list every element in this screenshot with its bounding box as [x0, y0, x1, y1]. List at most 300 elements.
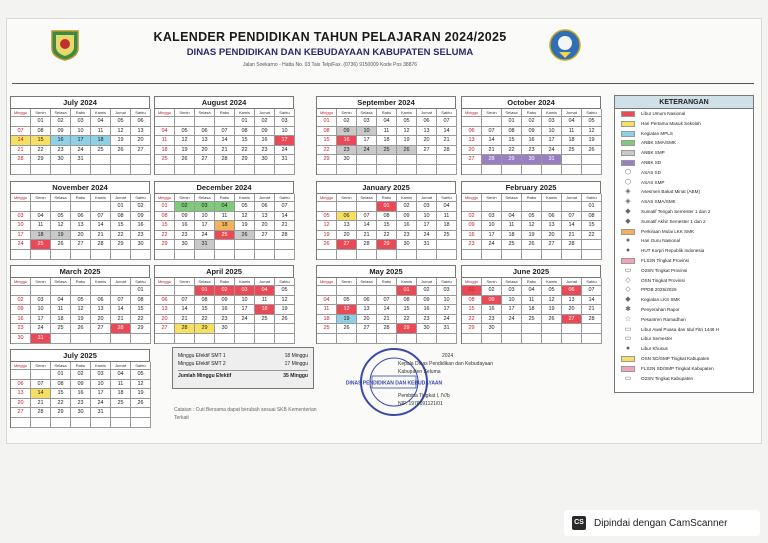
empty-day-cell [417, 155, 437, 165]
day-cell: 08 [235, 127, 255, 137]
empty-day-cell [31, 202, 51, 212]
empty-day-cell [377, 334, 397, 344]
day-cell: 06 [357, 296, 377, 306]
day-cell: 05 [235, 202, 255, 212]
weekday-header: Sabtu [582, 109, 602, 117]
signature-title: Kepala Dinas Pendidikan dan Kebudayaan [398, 361, 494, 367]
day-cell: 26 [317, 240, 337, 250]
day-cell: 15 [462, 305, 482, 315]
empty-day-cell [317, 334, 337, 344]
day-cell: 09 [11, 305, 31, 315]
day-cell: 09 [175, 212, 195, 222]
weekday-header: Senin [175, 278, 195, 286]
weekday-header: Jumat [417, 278, 437, 286]
day-cell: 08 [377, 212, 397, 222]
day-cell: 23 [522, 146, 542, 156]
day-cell: 11 [255, 296, 275, 306]
empty-day-cell [215, 334, 235, 344]
empty-day-cell [337, 202, 357, 212]
day-cell: 02 [51, 117, 71, 127]
day-cell: 12 [275, 296, 295, 306]
weekday-header: Sabtu [275, 194, 295, 202]
weekday-header: Senin [31, 278, 51, 286]
day-cell: 14 [111, 305, 131, 315]
month-title: May 2025 [316, 265, 456, 277]
day-cell: 21 [377, 315, 397, 325]
weekday-header: Senin [482, 109, 502, 117]
day-cell: 14 [562, 221, 582, 231]
weekday-header: Jumat [255, 278, 275, 286]
empty-day-cell [215, 117, 235, 127]
day-cell: 11 [51, 305, 71, 315]
empty-day-cell [175, 117, 195, 127]
day-cell: 05 [71, 296, 91, 306]
month-grid [461, 193, 601, 260]
legend-symbol-icon: ▭ [624, 335, 632, 343]
empty-day-cell [462, 250, 482, 260]
weekday-header: Sabtu [275, 278, 295, 286]
day-cell: 07 [582, 286, 602, 296]
empty-day-cell [317, 202, 337, 212]
day-cell: 02 [522, 117, 542, 127]
day-cell: 12 [235, 212, 255, 222]
empty-day-cell [462, 334, 482, 344]
empty-day-cell [131, 250, 151, 260]
weekday-header: Jumat [417, 109, 437, 117]
day-cell: 22 [582, 231, 602, 241]
day-cell: 08 [582, 212, 602, 222]
empty-day-cell [235, 334, 255, 344]
total-row [178, 370, 308, 380]
day-cell: 29 [195, 324, 215, 334]
day-cell: 25 [91, 146, 111, 156]
office-address: Jalan Soekarno - Hatta No. 03 Tais Telp/Fax. (0736) 9150009 Kode Pos 38876 [242, 62, 418, 68]
day-cell: 21 [357, 231, 377, 241]
day-cell: 29 [397, 324, 417, 334]
weekday-header: Senin [337, 194, 357, 202]
day-cell: 26 [582, 146, 602, 156]
day-cell: 26 [397, 146, 417, 156]
empty-day-cell [235, 324, 255, 334]
day-cell: 16 [51, 136, 71, 146]
legend-label: Hari Guru Nasional [641, 238, 681, 244]
smt1-row [178, 352, 308, 360]
day-cell: 26 [111, 146, 131, 156]
day-cell: 16 [71, 389, 91, 399]
weekday-header: Senin [31, 194, 51, 202]
day-cell: 03 [542, 117, 562, 127]
legend-item [615, 197, 753, 207]
empty-day-cell [437, 165, 457, 175]
weekday-header: Rabu [71, 278, 91, 286]
empty-day-cell [255, 165, 275, 175]
weekday-header: Rabu [215, 194, 235, 202]
day-cell: 09 [131, 212, 151, 222]
legend-symbol-icon: ● [625, 345, 631, 353]
day-cell: 14 [175, 305, 195, 315]
day-cell: 31 [542, 155, 562, 165]
day-cell: 21 [11, 146, 31, 156]
day-cell: 14 [482, 136, 502, 146]
weekday-header: Minggu [155, 278, 175, 286]
footnote-line-1: Catatan : Cuti Bersama dapat berubah sesuai SKB Kementerian [174, 407, 317, 413]
day-cell: 25 [111, 399, 131, 409]
day-cell: 01 [397, 286, 417, 296]
legend-symbol-icon: ● [625, 237, 631, 245]
empty-day-cell [91, 334, 111, 344]
footnote [174, 406, 354, 422]
month-calendar [461, 181, 601, 260]
empty-day-cell [255, 250, 275, 260]
month-calendar [10, 96, 150, 175]
legend-item [615, 187, 753, 197]
empty-day-cell [51, 250, 71, 260]
month-title: April 2025 [154, 265, 294, 277]
month-title: February 2025 [461, 181, 601, 193]
day-cell: 24 [357, 146, 377, 156]
day-cell: 03 [195, 202, 215, 212]
empty-day-cell [11, 286, 31, 296]
day-cell: 26 [542, 315, 562, 325]
day-cell: 18 [31, 231, 51, 241]
day-cell: 07 [562, 212, 582, 222]
day-cell: 27 [562, 315, 582, 325]
day-cell: 28 [31, 408, 51, 418]
legend-label: O2SN Tingkat Kabupaten [641, 375, 694, 381]
day-cell: 15 [502, 136, 522, 146]
empty-day-cell [275, 334, 295, 344]
legend-label: OSN Tingkat Provinsi [641, 277, 685, 283]
day-cell: 09 [522, 127, 542, 137]
weekday-header: Selasa [502, 109, 522, 117]
day-cell: 25 [522, 315, 542, 325]
day-cell: 05 [582, 117, 602, 127]
empty-day-cell [31, 165, 51, 175]
weekday-header: Sabtu [131, 278, 151, 286]
day-cell: 26 [131, 399, 151, 409]
day-cell: 22 [317, 146, 337, 156]
day-cell: 14 [31, 389, 51, 399]
day-cell: 04 [255, 286, 275, 296]
legend-symbol-icon: ☆ [624, 315, 632, 323]
day-cell: 18 [215, 221, 235, 231]
empty-day-cell [11, 370, 31, 380]
empty-day-cell [582, 165, 602, 175]
day-cell: 18 [562, 136, 582, 146]
day-cell: 23 [175, 231, 195, 241]
seluma-regency-logo-icon [48, 28, 82, 62]
weekday-header: Sabtu [437, 194, 457, 202]
weekday-header: Kamis [397, 278, 417, 286]
empty-day-cell [502, 324, 522, 334]
day-cell: 05 [397, 117, 417, 127]
empty-day-cell [11, 418, 31, 428]
day-cell: 01 [377, 202, 397, 212]
empty-day-cell [11, 202, 31, 212]
empty-day-cell [175, 165, 195, 175]
month-title: July 2024 [10, 96, 150, 108]
day-cell: 27 [255, 231, 275, 241]
day-cell: 07 [215, 127, 235, 137]
weekday-header: Jumat [111, 362, 131, 370]
month-grid [461, 108, 601, 175]
day-cell: 20 [255, 221, 275, 231]
empty-day-cell [482, 334, 502, 344]
day-cell: 27 [462, 155, 482, 165]
day-cell: 01 [155, 202, 175, 212]
empty-day-cell [71, 250, 91, 260]
day-cell: 01 [31, 117, 51, 127]
legend-symbol-icon: ◆ [625, 296, 631, 304]
day-cell: 22 [195, 315, 215, 325]
legend-label: ANBK SD [641, 159, 662, 165]
day-cell: 11 [502, 221, 522, 231]
day-cell: 16 [462, 231, 482, 241]
month-grid [10, 108, 150, 175]
month-grid [316, 193, 456, 260]
empty-day-cell [437, 155, 457, 165]
empty-day-cell [562, 202, 582, 212]
day-cell: 13 [195, 136, 215, 146]
day-cell: 02 [397, 202, 417, 212]
empty-day-cell [91, 155, 111, 165]
weekday-header: Minggu [155, 109, 175, 117]
day-cell: 18 [522, 305, 542, 315]
empty-day-cell [417, 334, 437, 344]
empty-day-cell [51, 165, 71, 175]
day-cell: 17 [91, 389, 111, 399]
empty-day-cell [357, 250, 377, 260]
day-cell: 05 [522, 212, 542, 222]
signature-nip: NIP. 1970091121/01 [398, 401, 443, 407]
day-cell: 09 [482, 296, 502, 306]
empty-day-cell [377, 286, 397, 296]
day-cell: 30 [175, 240, 195, 250]
day-cell: 14 [91, 221, 111, 231]
day-cell: 29 [377, 240, 397, 250]
day-cell: 08 [131, 296, 151, 306]
day-cell: 13 [11, 389, 31, 399]
weekday-header: Kamis [397, 109, 417, 117]
empty-day-cell [111, 165, 131, 175]
day-cell: 17 [31, 315, 51, 325]
empty-day-cell [462, 165, 482, 175]
day-cell: 10 [542, 127, 562, 137]
legend-label: HUT Korpri Republik Indonesia [641, 248, 705, 254]
smt1-label: Minggu Efektif SMT 1 [178, 353, 226, 359]
legend-item [615, 344, 753, 354]
empty-day-cell [337, 334, 357, 344]
day-cell: 26 [51, 240, 71, 250]
legend-item [615, 158, 753, 168]
day-cell: 12 [51, 221, 71, 231]
day-cell: 16 [417, 305, 437, 315]
day-cell: 14 [357, 221, 377, 231]
month-grid [316, 108, 456, 175]
month-title: November 2024 [10, 181, 150, 193]
day-cell: 08 [31, 127, 51, 137]
day-cell: 19 [275, 305, 295, 315]
weekday-header: Senin [337, 278, 357, 286]
weekday-header: Minggu [11, 109, 31, 117]
smt2-value: 17 Minggu [284, 361, 308, 367]
legend-item [615, 178, 753, 188]
legend-item [615, 246, 753, 256]
day-cell: 03 [275, 117, 295, 127]
day-cell: 15 [397, 305, 417, 315]
day-cell: 01 [462, 286, 482, 296]
empty-day-cell [31, 418, 51, 428]
legend-swatch [621, 121, 635, 127]
day-cell: 16 [397, 221, 417, 231]
month-calendar [316, 265, 456, 344]
weekday-header: Selasa [195, 278, 215, 286]
day-cell: 05 [337, 296, 357, 306]
day-cell: 30 [397, 240, 417, 250]
day-cell: 19 [71, 315, 91, 325]
day-cell: 02 [215, 286, 235, 296]
legend-label: O2SN Tingkat Provinsi [641, 267, 688, 273]
empty-day-cell [155, 117, 175, 127]
day-cell: 14 [11, 136, 31, 146]
weekday-header: Senin [31, 362, 51, 370]
day-cell: 10 [31, 305, 51, 315]
empty-day-cell [255, 334, 275, 344]
weekday-header: Jumat [417, 194, 437, 202]
month-grid [316, 277, 456, 344]
day-cell: 29 [235, 155, 255, 165]
empty-day-cell [357, 155, 377, 165]
day-cell: 01 [51, 370, 71, 380]
month-title: September 2024 [316, 96, 456, 108]
day-cell: 07 [377, 296, 397, 306]
day-cell: 06 [562, 286, 582, 296]
day-cell: 18 [255, 305, 275, 315]
day-cell: 05 [131, 370, 151, 380]
day-cell: 20 [417, 136, 437, 146]
empty-day-cell [71, 202, 91, 212]
day-cell: 06 [255, 202, 275, 212]
empty-day-cell [562, 155, 582, 165]
empty-day-cell [131, 165, 151, 175]
empty-day-cell [195, 165, 215, 175]
camscanner-badge [564, 510, 760, 536]
day-cell: 10 [91, 380, 111, 390]
weekday-header: Jumat [562, 278, 582, 286]
weekday-header: Rabu [377, 194, 397, 202]
day-cell: 12 [522, 221, 542, 231]
legend-symbol-icon: ▭ [624, 266, 632, 274]
day-cell: 31 [275, 155, 295, 165]
weekday-header: Jumat [111, 278, 131, 286]
day-cell: 22 [377, 231, 397, 241]
day-cell: 02 [255, 117, 275, 127]
legend-label: Sumatif Tengah Semester 1 dan 2 [641, 208, 711, 214]
day-cell: 20 [155, 315, 175, 325]
day-cell: 28 [215, 155, 235, 165]
weekday-header: Rabu [377, 278, 397, 286]
day-cell: 29 [317, 155, 337, 165]
empty-day-cell [562, 250, 582, 260]
day-cell: 18 [111, 389, 131, 399]
day-cell: 10 [11, 221, 31, 231]
day-cell: 17 [195, 221, 215, 231]
day-cell: 17 [235, 305, 255, 315]
legend-symbol-icon: ◈ [625, 188, 631, 196]
day-cell: 11 [91, 127, 111, 137]
day-cell: 25 [215, 231, 235, 241]
day-cell: 12 [111, 127, 131, 137]
weekday-header: Sabtu [131, 109, 151, 117]
day-cell: 03 [437, 286, 457, 296]
weekday-header: Selasa [195, 109, 215, 117]
day-cell: 27 [542, 240, 562, 250]
day-cell: 02 [337, 117, 357, 127]
day-cell: 29 [51, 408, 71, 418]
month-calendar [154, 96, 294, 175]
day-cell: 20 [542, 231, 562, 241]
empty-day-cell [582, 155, 602, 165]
day-cell: 24 [11, 240, 31, 250]
legend-item [615, 138, 753, 148]
weekday-header: Rabu [71, 362, 91, 370]
month-calendar [10, 181, 150, 260]
empty-day-cell [175, 334, 195, 344]
empty-day-cell [111, 286, 131, 296]
day-cell: 25 [502, 240, 522, 250]
signature-block [398, 352, 598, 408]
weekday-header: Rabu [71, 194, 91, 202]
empty-day-cell [377, 165, 397, 175]
total-value: 35 Minggu [283, 373, 308, 379]
month-title: June 2025 [461, 265, 601, 277]
legend-swatch [621, 131, 635, 137]
empty-day-cell [357, 334, 377, 344]
empty-day-cell [11, 250, 31, 260]
day-cell: 15 [51, 389, 71, 399]
day-cell: 24 [31, 324, 51, 334]
day-cell: 24 [482, 240, 502, 250]
empty-day-cell [482, 117, 502, 127]
legend-swatch [621, 111, 635, 117]
legend-label: Libur Awal Puasa dan Idul Fitri 1446 H [641, 326, 720, 332]
weekday-header: Kamis [542, 194, 562, 202]
smt2-label: Minggu Efektif SMT 2 [178, 361, 226, 367]
weekday-header: Jumat [562, 194, 582, 202]
weekday-header: Jumat [562, 109, 582, 117]
day-cell: 04 [502, 212, 522, 222]
day-cell: 20 [462, 146, 482, 156]
day-cell: 28 [111, 324, 131, 334]
weekday-header: Minggu [11, 362, 31, 370]
legend-label: Perkiraan Mulai LKK SMK [641, 228, 695, 234]
day-cell: 18 [377, 136, 397, 146]
day-cell: 10 [195, 212, 215, 222]
empty-day-cell [255, 240, 275, 250]
weekday-header: Rabu [522, 194, 542, 202]
day-cell: 26 [522, 240, 542, 250]
empty-day-cell [51, 418, 71, 428]
empty-day-cell [155, 165, 175, 175]
day-cell: 18 [437, 221, 457, 231]
legend-label: ASAS SMP [641, 179, 665, 185]
day-cell: 25 [31, 240, 51, 250]
day-cell: 11 [522, 296, 542, 306]
day-cell: 20 [11, 399, 31, 409]
empty-day-cell [437, 250, 457, 260]
legend-swatch [621, 366, 635, 372]
legend-symbol-icon: ✱ [625, 305, 631, 313]
